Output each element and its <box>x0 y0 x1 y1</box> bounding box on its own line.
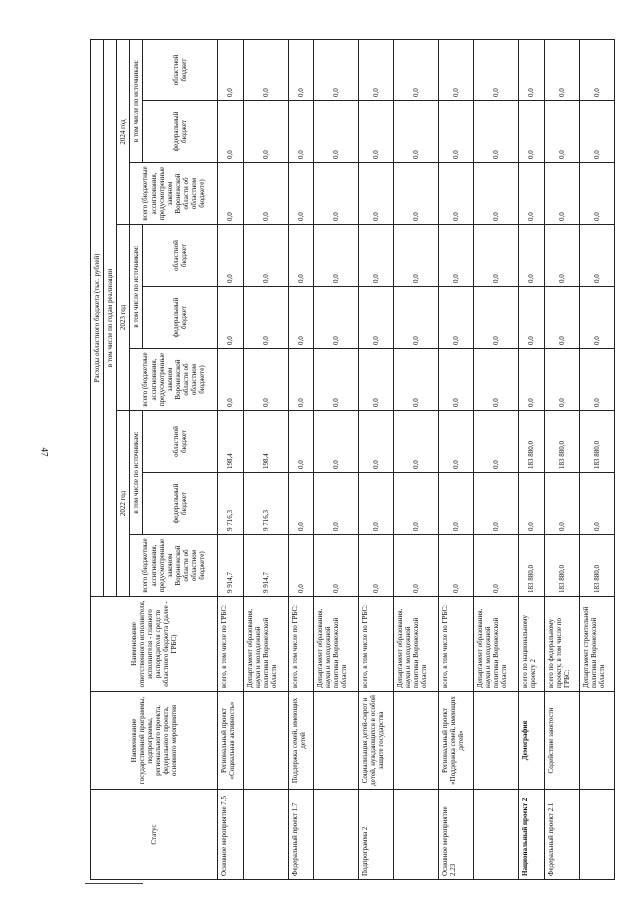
cell-gov: всего, в том числе по ГРБС: <box>218 597 243 692</box>
cell-value: 0,0 <box>394 473 439 535</box>
cell-value: 0,0 <box>218 163 243 225</box>
cell-value: 0,0 <box>314 101 359 163</box>
cell-value: 0,0 <box>439 535 474 597</box>
cell-gov: Департамент образования, науки и молодежной политики Воронежской области <box>474 597 519 692</box>
cell-value: 0,0 <box>288 473 313 535</box>
cell-value: 0,0 <box>358 225 393 287</box>
cell-value: 0,0 <box>394 101 439 163</box>
header-year-3: 2024 год <box>117 40 130 225</box>
cell-value: 0,0 <box>288 101 313 163</box>
header-expenses: Расходы областного бюджета (тыс. рублей) <box>91 40 104 597</box>
cell-value: 0,0 <box>474 411 519 473</box>
cell-name <box>519 692 544 790</box>
cell-value: 0,0 <box>579 163 614 225</box>
cell-value: 0,0 <box>288 535 313 597</box>
cell-value: 0,0 <box>474 473 519 535</box>
cell-value: 0,0 <box>439 473 474 535</box>
header-sources-3: в том числе по источникам: <box>130 40 143 163</box>
cell-value: 0,0 <box>394 535 439 597</box>
cell-value: 0,0 <box>314 287 359 349</box>
cell-value: 0,0 <box>474 163 519 225</box>
cell-value: 0,0 <box>439 40 474 101</box>
header-by-years: в том числе по годам реализации <box>104 40 117 597</box>
cell-value: 0,0 <box>544 40 579 101</box>
table-row <box>439 40 474 880</box>
cell-value: 183 880,0 <box>544 535 579 597</box>
cell-name: Содействие занятости <box>544 692 579 790</box>
header-federal-3: федеральный бюджет <box>143 101 218 163</box>
cell-value: 0,0 <box>544 287 579 349</box>
header-federal-1: федеральный бюджет <box>143 473 218 535</box>
cell-value: 0,0 <box>314 349 359 411</box>
cell-status: Федеральный проект 2.1 <box>544 790 579 880</box>
cell-value: 0,0 <box>288 225 313 287</box>
cell-value: 198,4 <box>243 411 288 473</box>
cell-value: 0,0 <box>579 349 614 411</box>
cell-value: 0,0 <box>243 40 288 101</box>
cell-status: Подпрограмма 2 <box>358 790 393 880</box>
cell-value: 183 880,0 <box>579 535 614 597</box>
cell-gov: Департамент образования, науки и молодежной политики Воронежской области <box>394 597 439 692</box>
cell-value: 0,0 <box>394 411 439 473</box>
cell-value: 0,0 <box>218 349 243 411</box>
budget-table <box>90 39 615 880</box>
cell-value: 0,0 <box>474 535 519 597</box>
cell-value: 0,0 <box>474 287 519 349</box>
header-regional-1: областной бюджет <box>143 411 218 473</box>
cell-value: 0,0 <box>314 225 359 287</box>
cell-value: 0,0 <box>519 163 544 225</box>
cell-value: 0,0 <box>519 349 544 411</box>
cell-value: 0,0 <box>314 163 359 225</box>
table-row <box>314 40 359 880</box>
cell-value: 0,0 <box>439 411 474 473</box>
cell-value: 0,0 <box>243 163 288 225</box>
table-row <box>218 40 243 880</box>
cell-status <box>394 790 439 880</box>
table-row <box>544 40 579 880</box>
cell-value: 9 914,7 <box>218 535 243 597</box>
cell-value: 0,0 <box>314 473 359 535</box>
cell-value: 0,0 <box>358 101 393 163</box>
table-row <box>579 40 614 880</box>
header-name: Наименование государственной программы, подпрограммы, регионального проекта, федерального проекта, основного мероприятия <box>91 692 218 790</box>
cell-value: 0,0 <box>358 287 393 349</box>
cell-name <box>474 692 519 790</box>
header-year-1: 2022 год <box>117 411 130 597</box>
cell-value: 0,0 <box>243 101 288 163</box>
cell-value: 9 914,7 <box>243 535 288 597</box>
cell-value: 0,0 <box>544 349 579 411</box>
cell-value: 0,0 <box>579 101 614 163</box>
cell-value: 0,0 <box>288 411 313 473</box>
header-sources-1: в том числе по источникам: <box>130 411 143 535</box>
cell-gov: всего по национальному проекту 2 <box>519 597 544 692</box>
table-row <box>288 40 313 880</box>
cell-value: 0,0 <box>579 225 614 287</box>
cell-value: 0,0 <box>439 287 474 349</box>
cell-value: 183 880,0 <box>579 411 614 473</box>
header-status: Статус <box>91 790 218 880</box>
cell-status <box>519 790 544 880</box>
cell-value: 198,4 <box>218 411 243 473</box>
budget-table-container <box>90 40 615 880</box>
cell-gov: всего, в том числе по ГРБС: <box>288 597 313 692</box>
cell-value: 0,0 <box>544 473 579 535</box>
cell-value: 0,0 <box>474 225 519 287</box>
table-row <box>474 40 519 880</box>
cell-gov: Департамент строительной политики Воронежской области <box>579 597 614 692</box>
cell-value: 0,0 <box>288 287 313 349</box>
cell-name <box>243 692 288 790</box>
cell-gov: Департамент образования, науки и молодежной политики Воронежской области <box>243 597 288 692</box>
cell-name: Региональный проект «Социальная активность» <box>218 692 243 790</box>
cell-value: 0,0 <box>439 163 474 225</box>
table-body <box>218 40 615 880</box>
cell-value: 0,0 <box>474 40 519 101</box>
header-total-2: всего (бюджетные ассигнования, предусмотренные законом Воронежской области об областном бюджете) <box>130 349 218 411</box>
cell-value: 0,0 <box>358 473 393 535</box>
cell-status: Федеральный проект 1.7 <box>288 790 313 880</box>
cell-value: 0,0 <box>519 287 544 349</box>
cell-status-text: Национальный проект 2 <box>521 797 530 876</box>
cell-value: 0,0 <box>288 349 313 411</box>
cell-status <box>474 790 519 880</box>
table-row <box>243 40 288 880</box>
table-row <box>394 40 439 880</box>
cell-name-text: Демография <box>521 720 530 761</box>
cell-value: 183 880,0 <box>519 535 544 597</box>
header-regional-3: областной бюджет <box>143 40 218 101</box>
cell-value: 0,0 <box>474 349 519 411</box>
cell-value: 0,0 <box>243 349 288 411</box>
cell-value: 0,0 <box>218 40 243 101</box>
cell-value: 0,0 <box>358 163 393 225</box>
cell-status <box>314 790 359 880</box>
header-gov: Наименование ответственного исполнителя, исполнителя - главного распорядителя средств областного бюджета (далее - ГРБС) <box>91 597 218 692</box>
cell-name: Социализация детей-сирот и детей, нуждающихся в особой защите государства <box>358 692 393 790</box>
cell-value: 0,0 <box>519 225 544 287</box>
cell-value: 0,0 <box>243 287 288 349</box>
cell-value: 0,0 <box>439 349 474 411</box>
header-regional-2: областной бюджет <box>143 225 218 287</box>
cell-value: 0,0 <box>519 101 544 163</box>
table-row <box>519 40 544 880</box>
cell-value: 0,0 <box>314 411 359 473</box>
cell-value: 9 716,3 <box>243 473 288 535</box>
cell-value: 0,0 <box>394 287 439 349</box>
cell-value: 0,0 <box>579 40 614 101</box>
cell-value: 0,0 <box>358 40 393 101</box>
cell-value: 0,0 <box>358 411 393 473</box>
cell-value: 0,0 <box>544 101 579 163</box>
cell-gov: Департамент образования, науки и молодежной политики Воронежской области <box>314 597 359 692</box>
cell-value: 0,0 <box>314 535 359 597</box>
cell-value: 0,0 <box>544 225 579 287</box>
cell-value: 0,0 <box>394 349 439 411</box>
cell-value: 183 880,0 <box>519 411 544 473</box>
cell-value: 0,0 <box>394 163 439 225</box>
header-federal-2: федеральный бюджет <box>143 287 218 349</box>
page-number: 47 <box>39 447 50 457</box>
cell-value: 0,0 <box>288 40 313 101</box>
cell-value: 0,0 <box>519 40 544 101</box>
cell-value: 0,0 <box>288 163 313 225</box>
table-row <box>358 40 393 880</box>
cell-value: 0,0 <box>394 40 439 101</box>
cell-value: 0,0 <box>394 225 439 287</box>
cell-value: 0,0 <box>218 287 243 349</box>
header-year-2: 2023 год <box>117 225 130 411</box>
cell-status: Основное мероприятие 7.5 <box>218 790 243 880</box>
cell-gov: всего, в том числе по ГРБС: <box>439 597 474 692</box>
cell-value: 0,0 <box>439 225 474 287</box>
cell-gov: всего по федеральному проекту, в том числе по ГРБС: <box>544 597 579 692</box>
cell-value: 0,0 <box>579 473 614 535</box>
cell-value: 0,0 <box>358 535 393 597</box>
cell-status: Основное мероприятие 2.23 <box>439 790 474 880</box>
cell-status <box>579 790 614 880</box>
cell-gov: всего, в том числе по ГРБС: <box>358 597 393 692</box>
cell-name <box>579 692 614 790</box>
cell-name: Региональный проект «Поддержка семей, имеющих детей» <box>439 692 474 790</box>
cell-value: 0,0 <box>579 287 614 349</box>
cell-value: 0,0 <box>474 101 519 163</box>
header-sources-2: в том числе по источникам: <box>130 225 143 349</box>
cell-value: 0,0 <box>218 225 243 287</box>
cell-value: 0,0 <box>544 163 579 225</box>
cell-value: 0,0 <box>243 225 288 287</box>
cell-name <box>394 692 439 790</box>
cell-value: 0,0 <box>218 101 243 163</box>
cell-status <box>243 790 288 880</box>
cell-value: 0,0 <box>314 40 359 101</box>
cell-value: 0,0 <box>519 473 544 535</box>
cell-name <box>314 692 359 790</box>
header-total-3: всего (бюджетные ассигнования, предусмотренные законом Воронежской области об областном бюджете) <box>130 163 218 225</box>
header-total-1: всего (бюджетные ассигнования, предусмотренные законом Воронежской области об областном бюджете) <box>130 535 218 597</box>
cell-value: 0,0 <box>439 101 474 163</box>
cell-name: Поддержка семей, имеющих детей <box>288 692 313 790</box>
cell-value: 0,0 <box>358 349 393 411</box>
cell-value: 183 880,0 <box>544 411 579 473</box>
footnote-divider <box>85 883 143 884</box>
cell-value: 9 716,3 <box>218 473 243 535</box>
